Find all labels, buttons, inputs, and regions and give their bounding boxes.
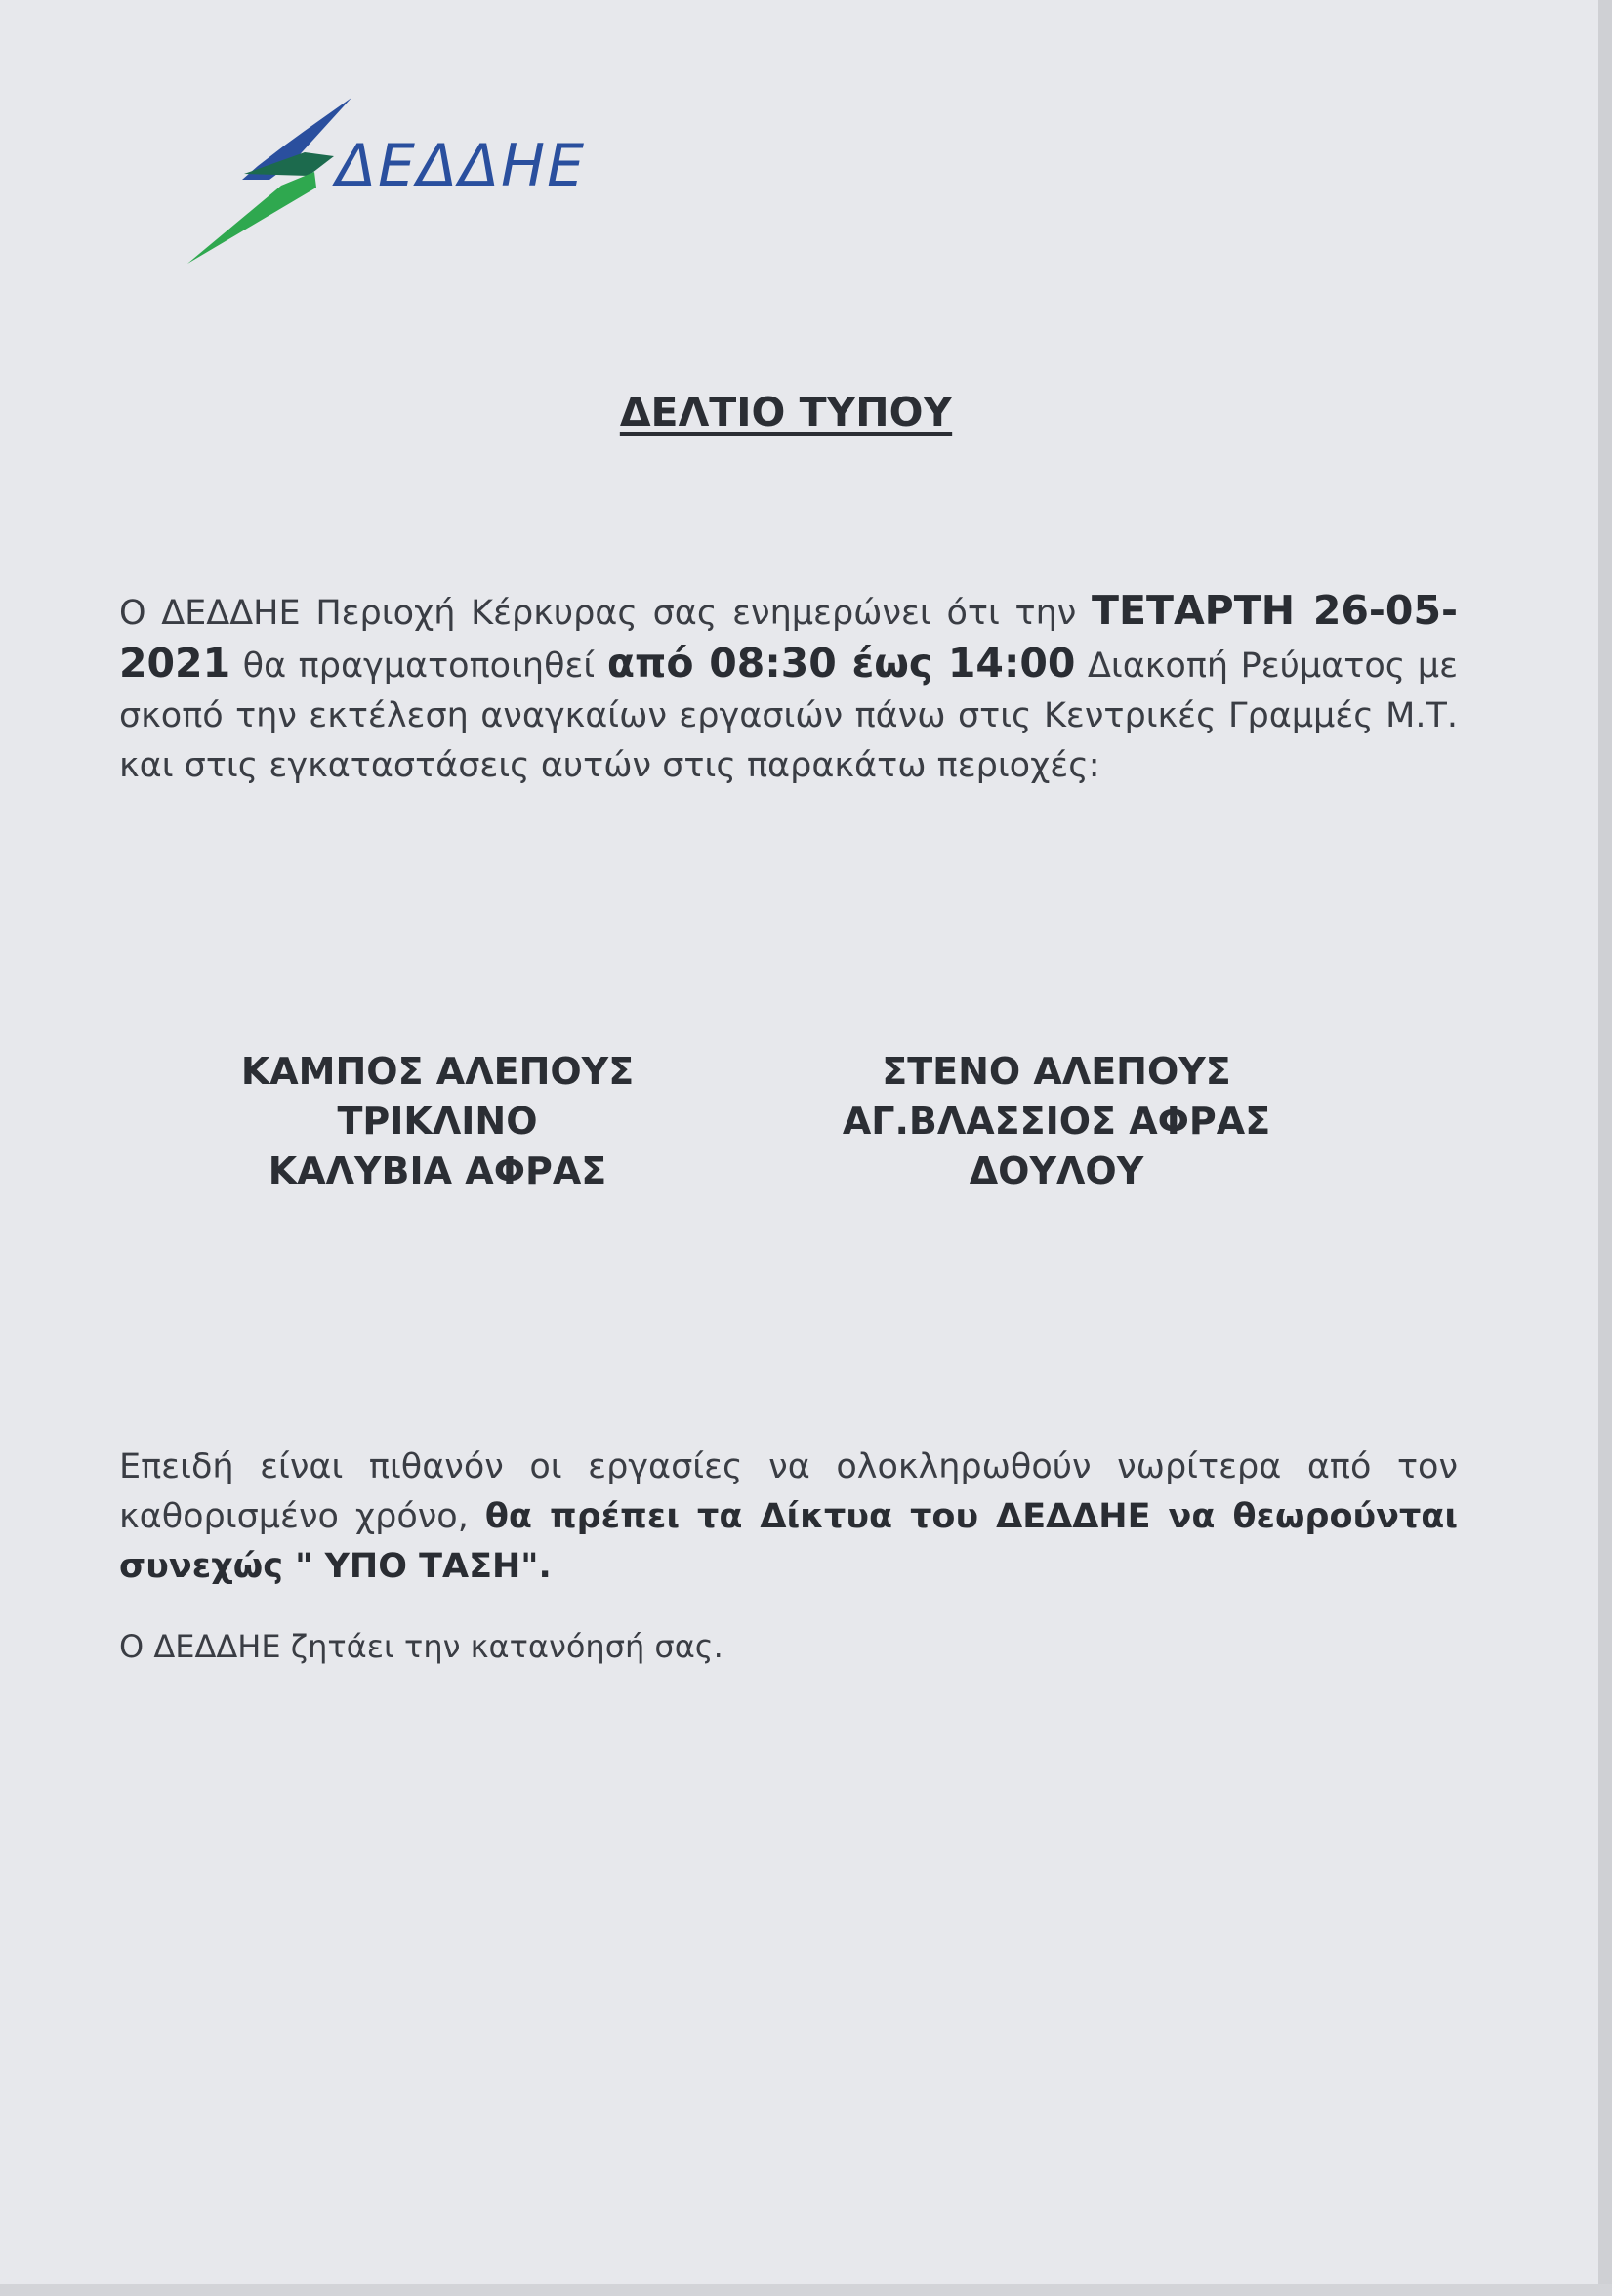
outage-date: ΤΕΤΑΡΤΗ 26-05-2021 xyxy=(119,587,1458,687)
areas-right-list xyxy=(783,1047,1330,1196)
closing-line: Ο ΔΕΔΔΗΕ ζητάει την κατανόησή σας. xyxy=(119,1628,723,1665)
scan-edge-right xyxy=(1598,0,1612,2296)
outage-time-range: από 08:30 έως 14:00 xyxy=(606,640,1076,687)
intro-paragraph xyxy=(119,586,1458,791)
scan-edge-bottom xyxy=(0,2284,1612,2296)
intro-text-2: θα πραγματοποιηθεί xyxy=(230,647,607,686)
intro-text-3: Διακοπή Ρεύματος με σκοπό την εκτέλεση αναγκαίων εργασιών πάνω στις Κεντρικές Γραμμές Μ.Τ. και στις εγκαταστάσεις αυτών στις παρακάτω περιοχές: xyxy=(119,647,1458,785)
notice-paragraph xyxy=(119,1442,1458,1592)
area-item: ΑΓ.ΒΛΑΣΣΙΟΣ ΑΦΡΑΣ xyxy=(842,1100,1271,1143)
area-item: ΚΑΛΥΒΙΑ ΑΦΡΑΣ xyxy=(268,1149,607,1192)
areas-left-list xyxy=(164,1047,711,1196)
page-title: ΔΕΛΤΙΟ ΤΥΠΟΥ xyxy=(619,389,953,436)
area-item: ΚΑΜΠΟΣ ΑΛΕΠΟΥΣ xyxy=(240,1050,635,1093)
notice-warning: θα πρέπει τα Δίκτυα του ΔΕΔΔΗΕ να θεωρούνται συνεχώς " ΥΠΟ ΤΑΣΗ". xyxy=(119,1497,1458,1586)
area-item: ΔΟΥΛΟΥ xyxy=(969,1149,1144,1192)
intro-text-1: Ο ΔΕΔΔΗΕ Περιοχή Κέρκυρας σας ενημερώνει ότι την xyxy=(119,594,1092,633)
logo-text: ΔΕΔΔΗΕ xyxy=(336,132,587,200)
notice-text: Επειδή είναι πιθανόν οι εργασίες να ολοκληρωθούν νωρίτερα από τον καθορισμένο χρόνο, xyxy=(119,1447,1458,1536)
area-item: ΣΤΕΝΟ ΑΛΕΠΟΥΣ xyxy=(882,1050,1231,1093)
area-item: ΤΡΙΚΛΙΝΟ xyxy=(337,1100,538,1143)
